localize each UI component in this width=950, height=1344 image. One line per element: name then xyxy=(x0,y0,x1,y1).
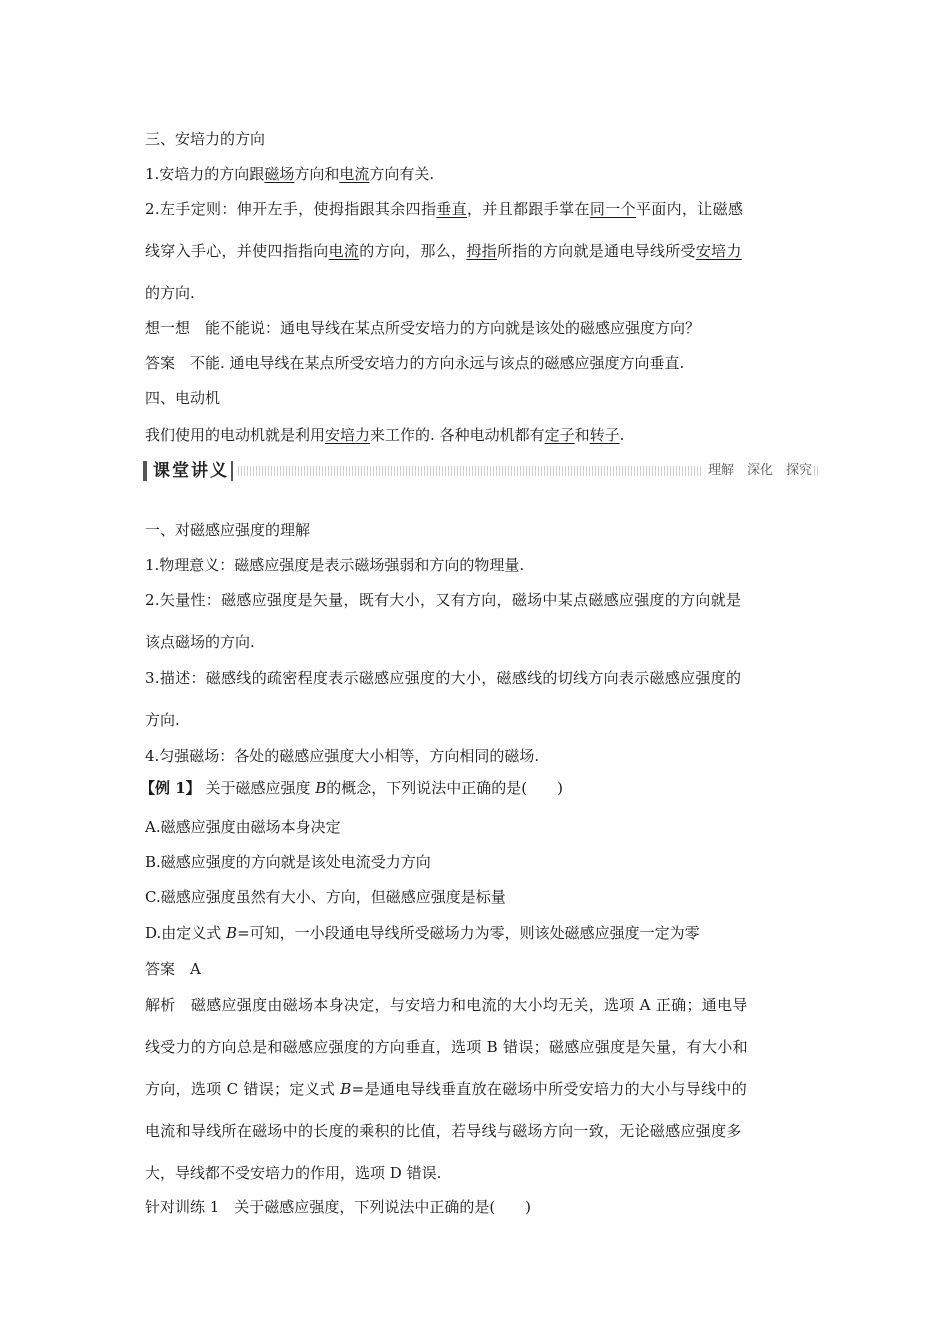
text-run: 2.左手定则：伸开左手，使拇指跟其余四指 xyxy=(145,200,437,218)
example-question xyxy=(140,777,563,799)
paragraph-2-line-1 xyxy=(145,198,743,220)
example-answer: 答案 A xyxy=(145,960,201,978)
underlined-term: 电流 xyxy=(339,165,370,183)
training-question: 针对训练 1 关于磁感应强度，下列说法中正确的是( ) xyxy=(145,1198,532,1216)
point-2-line-1: 2.矢量性：磁感应强度是矢量，既有大小，又有方向，磁场中某点磁感应强度的方向就是 xyxy=(145,591,742,609)
think-answer: 答案 不能. 通电导线在某点所受安培力的方向永远与该点的磁感应强度方向垂直. xyxy=(145,354,685,372)
banner-title: 课堂讲义 xyxy=(153,461,229,481)
text-run: 方向有关. xyxy=(369,165,435,183)
banner-left-bar xyxy=(143,461,147,481)
paragraph-2-line-2 xyxy=(145,240,742,262)
underlined-term: 安培力 xyxy=(325,426,371,444)
option-d xyxy=(145,922,700,944)
section-heading-understanding: 一、对磁感应强度的理解 xyxy=(145,521,311,539)
text-run: . xyxy=(619,426,625,444)
point-3-line-2: 方向. xyxy=(145,711,180,729)
variable-b: B xyxy=(340,1080,352,1098)
text-run: =可知，一小段通电导线所受磁场力为零，则该处磁感应强度一定为零 xyxy=(237,924,700,942)
text-run: 所指的方向就是通电导线所受 xyxy=(496,242,696,260)
paragraph-1 xyxy=(145,163,434,185)
underlined-term: 转子 xyxy=(589,426,620,444)
example-tag: 【例 1】 xyxy=(140,779,201,797)
text-run: =是通电导线垂直放在磁场中所受安培力的大小与导线中的 xyxy=(351,1080,747,1098)
analysis-line-3 xyxy=(145,1078,747,1100)
lecture-banner xyxy=(143,459,818,483)
text-run: 和 xyxy=(574,426,590,444)
text-run: 的概念，下列说法中正确的是( ) xyxy=(326,779,563,797)
text-run: 1.安培力的方向跟 xyxy=(145,165,265,183)
underlined-term: 电流 xyxy=(328,242,360,260)
underlined-term: 安培力 xyxy=(695,242,742,260)
text-run: 线穿入手心，并使四指指向 xyxy=(145,242,329,260)
variable-b: B xyxy=(226,924,238,942)
text-run: 方向和 xyxy=(294,165,340,183)
variable-b: B xyxy=(315,779,327,797)
banner-subtitle: 理解 深化 探究 xyxy=(702,459,812,483)
underlined-term: 同一个 xyxy=(589,200,636,218)
point-3-line-1: 3.描述：磁感线的疏密程度表示磁感应强度的大小，磁感线的切线方向表示磁感应强度的 xyxy=(145,669,742,687)
underlined-term: 定子 xyxy=(544,426,575,444)
motor-paragraph xyxy=(145,424,624,446)
point-2-line-2: 该点磁场的方向. xyxy=(145,633,255,651)
text-run: 的方向，那么， xyxy=(359,242,467,260)
option-b: B.磁感应强度的方向就是该处电流受力方向 xyxy=(145,853,431,871)
section-heading-ampere-direction: 三、安培力的方向 xyxy=(145,130,266,148)
underlined-term: 拇指 xyxy=(466,242,497,260)
analysis-line-2: 线受力的方向总是和磁感应强度的方向垂直，选项 B 错误；磁感应强度是矢量，有大小和 xyxy=(145,1038,748,1056)
text-run: 来工作的. 各种电动机都有 xyxy=(370,426,545,444)
analysis-line-1: 解析 磁感应强度由磁场本身决定，与安培力和电流的大小均无关，选项 A 正确；通电导 xyxy=(145,996,748,1014)
option-a: A.磁感应强度由磁场本身决定 xyxy=(145,818,341,836)
analysis-line-4: 电流和导线所在磁场中的长度的乘积的比值，若导线与磁场方向一致，无论磁感应强度多 xyxy=(145,1122,742,1140)
think-question: 想一想 能不能说：通电导线在某点所受安培力的方向就是该处的磁感应强度方向？ xyxy=(145,319,701,337)
paragraph-2-line-3: 的方向. xyxy=(145,284,195,302)
text-run: 关于磁感应强度 xyxy=(200,779,316,797)
text-run: D.由定义式 xyxy=(145,924,227,942)
section-heading-motor: 四、电动机 xyxy=(145,389,221,407)
option-c: C.磁感应强度虽然有大小、方向，但磁感应强度是标量 xyxy=(145,888,506,906)
text-run: 方向，选项 C 错误；定义式 xyxy=(145,1080,341,1098)
point-4: 4.匀强磁场：各处的磁感应强度大小相等，方向相同的磁场. xyxy=(145,747,540,765)
text-run: 平面内，让磁感 xyxy=(635,200,744,218)
text-run: ，并且都跟手掌在 xyxy=(467,200,590,218)
point-1: 1.物理意义：磁感应强度是表示磁场强弱和方向的物理量. xyxy=(145,556,525,574)
analysis-line-5: 大，导线都不受安培力的作用，选项 D 错误. xyxy=(145,1164,442,1182)
banner-divider xyxy=(231,461,233,481)
underlined-term: 垂直 xyxy=(436,200,468,218)
underlined-term: 磁场 xyxy=(264,165,295,183)
text-run: 我们使用的电动机就是利用 xyxy=(145,426,326,444)
